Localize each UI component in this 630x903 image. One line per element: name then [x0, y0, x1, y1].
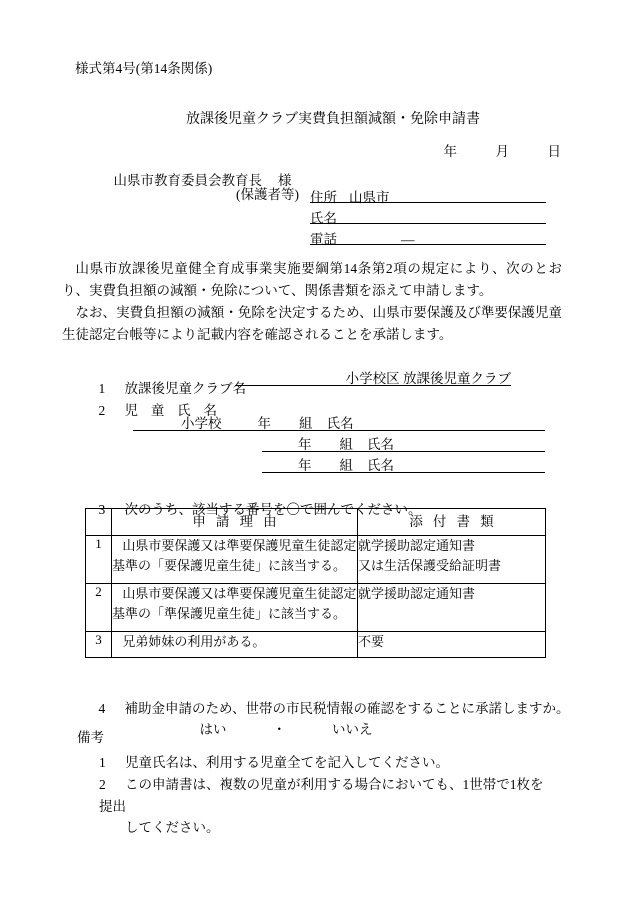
form-number: 様式第4号(第14条関係)	[75, 61, 213, 76]
addressee-honorific: 様	[278, 172, 292, 188]
remarks-title: 備考	[77, 730, 104, 745]
child-row[interactable]	[133, 412, 545, 431]
child-name-label: 氏名	[367, 437, 394, 452]
child-class-label: 組	[299, 416, 313, 431]
row-document	[358, 632, 546, 658]
row-document	[358, 536, 546, 584]
date-month-label: 月	[495, 143, 509, 159]
consent-choice	[186, 709, 373, 750]
remark-text: 児童氏名は、利用する児童全てを記入してください。	[125, 755, 449, 770]
child-school-label: 小学校	[181, 416, 222, 431]
address-value: 山県市	[349, 190, 390, 205]
row-number[interactable]: 3	[86, 632, 112, 658]
item-2-number: 2	[98, 402, 106, 418]
applicant-name-row	[236, 203, 546, 224]
consent-yes-option[interactable]: はい	[199, 721, 227, 737]
child-class-label: 組	[339, 458, 353, 473]
remark-number: 1	[99, 755, 106, 770]
consent-separator: ・	[272, 721, 286, 737]
item-1-text: 放課後児童クラブ名	[124, 380, 246, 396]
applicant-address-row	[236, 182, 546, 203]
reason-line-1: 山県市要保護又は準要保護児童生徒認定	[122, 538, 357, 553]
telephone-dash: ―	[401, 232, 415, 247]
child-row[interactable]	[262, 433, 545, 452]
table-row[interactable]	[86, 584, 546, 632]
address-label: 住所	[310, 190, 337, 205]
document-line-1: 就学援助認定通知書	[358, 538, 476, 553]
remark-continuation: してください。	[125, 820, 220, 836]
reason-line-1: 兄弟姉妹の利用がある。	[122, 634, 266, 649]
paragraph-2-text: なお、実費負担額の減額・免除を決定するため、山県市要保護及び準要保護児童生徒認定台帳等により記載内容を確認されることを承諾します。	[62, 305, 562, 342]
column-header-document: 添付書類	[358, 509, 546, 536]
child-year-label: 年	[298, 458, 312, 473]
remark-item	[99, 752, 554, 774]
column-header-no	[86, 509, 112, 536]
item-4-text: 補助金申請のため、世帯の市民税情報の確認をすることに承諾しますか。	[124, 700, 570, 716]
item-3-text: 次のうち、該当する番号を〇で囲んでください。	[124, 501, 422, 517]
name-label: 氏名	[310, 211, 337, 226]
table-header-row	[86, 509, 546, 536]
document-title	[0, 108, 630, 128]
item-3-number: 3	[98, 501, 106, 517]
name-field[interactable]	[310, 207, 546, 224]
child-year-label: 年	[298, 437, 312, 452]
paragraph-2	[62, 302, 562, 346]
child-name-label: 氏名	[367, 458, 394, 473]
consent-no-option[interactable]: いいえ	[332, 721, 373, 737]
row-reason	[112, 536, 358, 584]
reason-line-2: 基準の「準保護児童生徒」に該当する。	[112, 605, 347, 621]
date-line	[430, 131, 561, 172]
row-reason	[112, 632, 358, 658]
remark-text: この申請書は、複数の児童が利用する場合においても、1世帯で1枚を提出	[99, 777, 544, 814]
date-year-label: 年	[443, 143, 457, 159]
paragraph-1	[62, 258, 562, 302]
row-reason	[112, 584, 358, 632]
address-field[interactable]	[310, 186, 546, 203]
table-row[interactable]	[86, 536, 546, 584]
item-2-text: 児童氏名	[124, 402, 230, 418]
row-number[interactable]: 2	[86, 584, 112, 632]
date-day-label: 日	[547, 143, 561, 159]
reason-line-1: 山県市要保護又は準要保護児童生徒認定	[122, 586, 357, 601]
club-name-field[interactable]	[235, 367, 511, 386]
column-header-reason: 申請理由	[112, 509, 358, 536]
guardian-label: (保護者等)	[236, 187, 299, 202]
remark-item	[99, 774, 554, 839]
child-year-label: 年	[257, 416, 271, 431]
reason-table	[85, 508, 546, 658]
applicant-tel-row	[236, 224, 546, 245]
child-name-label: 氏名	[326, 416, 354, 431]
telephone-field[interactable]	[310, 228, 546, 245]
paragraph-1-text: 山県市放課後児童健全育成事業実施要綱第14条第2項の規定により、次のとおり、実費負担額の減額・免除について、関係書類を添えて申請します。	[62, 261, 562, 298]
child-class-label: 組	[339, 437, 353, 452]
row-number[interactable]: 1	[86, 536, 112, 584]
addressee-name: 山県市教育委員会教育長	[113, 172, 262, 188]
document-line-2: 又は生活保護受給証明書	[358, 557, 502, 573]
item-1-number: 1	[98, 380, 106, 396]
table-row[interactable]	[86, 632, 546, 658]
document-line-1: 不要	[358, 634, 385, 649]
child-row[interactable]	[262, 454, 545, 473]
reason-line-2: 基準の「要保護児童生徒」に該当する。	[112, 557, 347, 573]
applicant-block	[236, 182, 546, 245]
document-line-1: 就学援助認定通知書	[358, 586, 476, 601]
remark-number: 2	[99, 777, 106, 792]
telephone-label: 電話	[310, 232, 337, 247]
club-name-suffix: 小学校区 放課後児童クラブ	[345, 371, 511, 386]
item-4-number: 4	[98, 700, 106, 716]
row-document	[358, 584, 546, 632]
document-title-text: 放課後児童クラブ実費負担額減額・免除申請書	[186, 112, 480, 127]
